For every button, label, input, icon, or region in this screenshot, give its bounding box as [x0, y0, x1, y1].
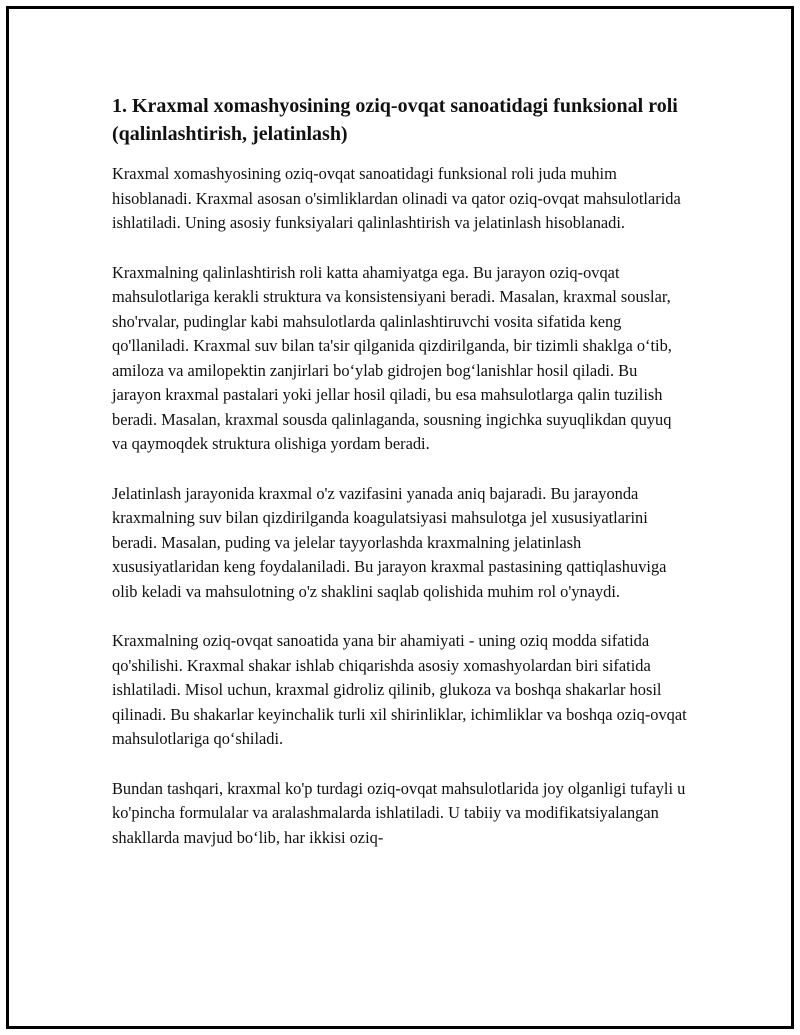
document-body	[112, 92, 690, 875]
paragraph-additional: Bundan tashqari, kraxmal ko'p turdagi oziq-ovqat mahsulotlarida joy olganligi tufayli u ko'pincha formulalar va aralashmalarda ishlatiladi. U tabiiy va modifikatsiyalangan shakllarda mavjud bo‘lib, har ikkisi oziq-	[112, 778, 686, 847]
paragraph-intro: Kraxmal xomashyosining oziq-ovqat sanoatidagi funksional roli juda muhim hisoblanadi. Kraxmal asosan o'simliklardan olinadi va qator oziq-ovqat mahsulotlarida ishlatiladi. Uning asosiy funksiyalari qalinlashtirish va jelatinlash hisoblanadi.	[112, 164, 681, 232]
paragraph-thickening: Kraxmalning qalinlashtirish roli katta ahamiyatga ega. Bu jarayon oziq-ovqat mahsulotlariga kerakli struktura va konsistensiyani beradi. Masalan, kraxmal souslar, sho'rvalar, pudinglar kabi mahsulotlarda qalinlashtiruvchi vosita sifatida keng qo'llaniladi. Kraxmal suv bilan ta'sir qilganida qizdirilganda, bir tizimli shaklga o‘tib, amiloza va amilopektin zanjirlari bo‘ylab gidrojen bog‘lanishlar hosil qiladi. Bu jarayon kraxmal pastalari yoki jellar hosil qiladi, bu esa mahsulotlarga qalin tuzilish beradi. Masalan, kraxmal sousda qalinlaganda, sousning ingichka suyuqlikdan quyuq va qaymoqdek struktura olishiga yordam beradi.	[112, 262, 672, 453]
section-heading: 1. Kraxmal xomashyosining oziq-ovqat sanoatidagi funksional roli (qalinlashtirish, jelatinlash)	[112, 95, 678, 145]
paragraph-nutrient: Kraxmalning oziq-ovqat sanoatida yana bir ahamiyati - uning oziq modda sifatida qo'shilishi. Kraxmal shakar ishlab chiqarishda asosiy xomashyolardan biri sifatida ishlatiladi. Misol uchun, kraxmal gidroliz qilinib, glukoza va boshqa shakarlar hosil qilinadi. Bu shakarlar keyinchalik turli xil shirinliklar, ichimliklar va boshqa oziq-ovqat mahsulotlariga qo‘shiladi.	[112, 631, 687, 748]
paragraph-gelatinization: Jelatinlash jarayonida kraxmal o'z vazifasini yanada aniq bajaradi. Bu jarayonda kraxmalning suv bilan qizdirilganda koagulatsiyasi mahsulotga jel xususiyatlarini beradi. Masalan, puding va jelelar tayyorlashda kraxmalning jelatinlash xususiyatlaridan keng foydalaniladi. Bu jarayon kraxmal pastasining qattiqlashuviga olib keladi va mahsulotning o'z shaklini saqlab qolishida muhim rol o'ynaydi.	[112, 483, 667, 601]
